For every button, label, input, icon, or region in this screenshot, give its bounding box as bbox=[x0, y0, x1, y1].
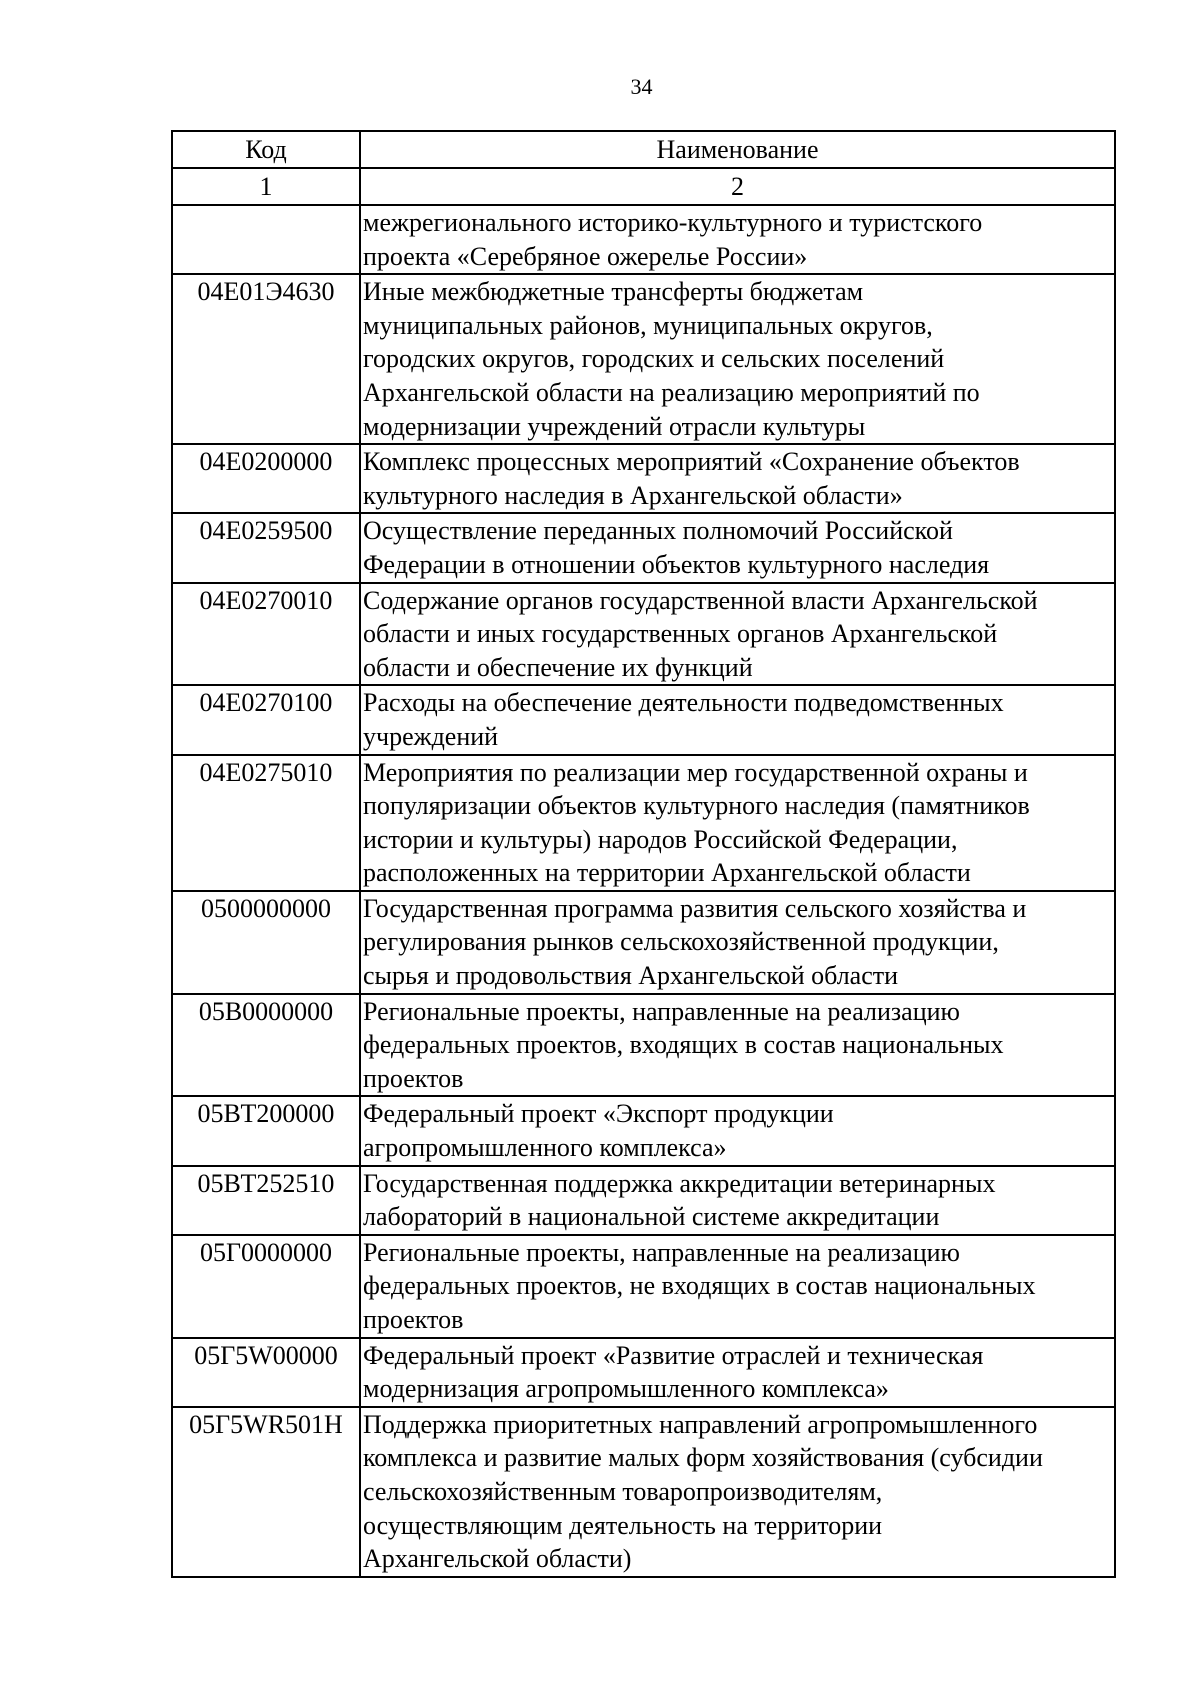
table-row bbox=[172, 205, 1115, 274]
row-name-line: проектов bbox=[363, 1063, 464, 1093]
row-name-line: учреждений bbox=[363, 721, 499, 751]
row-code: 0500000000 bbox=[172, 891, 360, 994]
row-code: 04Е0275010 bbox=[172, 755, 360, 891]
table-row bbox=[172, 1235, 1115, 1338]
row-name-line: проекта «Серебряное ожерелье России» bbox=[363, 241, 808, 271]
row-name-line: федеральных проектов, не входящих в состав национальных bbox=[363, 1271, 1036, 1301]
row-name-line: Иные межбюджетные трансферты бюджетам bbox=[363, 277, 864, 307]
column-number-1: 1 bbox=[172, 168, 360, 205]
row-name-line: Федерации в отношении объектов культурного наследия bbox=[363, 549, 990, 579]
row-name bbox=[360, 685, 1115, 754]
row-code: 05В0000000 bbox=[172, 994, 360, 1097]
table-row bbox=[172, 685, 1115, 754]
row-name-line: Архангельской области) bbox=[363, 1544, 632, 1574]
row-name-line: агропромышленного комплекса» bbox=[363, 1133, 727, 1163]
row-name-line: культурного наследия в Архангельской области» bbox=[363, 480, 903, 510]
row-name-line: Федеральный проект «Экспорт продукции bbox=[363, 1099, 834, 1129]
row-name-line: сырья и продовольствия Архангельской области bbox=[363, 961, 899, 991]
row-name bbox=[360, 274, 1115, 444]
row-name-line: лабораторий в национальной системе аккредитации bbox=[363, 1202, 940, 1232]
row-name-line: Мероприятия по реализации мер государственной охраны и bbox=[363, 757, 1028, 787]
row-name-line: Архангельской области на реализацию мероприятий по bbox=[363, 377, 980, 407]
row-name-line: Региональные проекты, направленные на реализацию bbox=[363, 1237, 960, 1267]
row-code: 05ВТ200000 bbox=[172, 1096, 360, 1165]
row-name-line: модернизация агропромышленного комплекса» bbox=[363, 1374, 889, 1404]
row-name bbox=[360, 1096, 1115, 1165]
table-row bbox=[172, 513, 1115, 582]
row-name-line: Осуществление переданных полномочий Российской bbox=[363, 516, 953, 546]
header-name: Наименование bbox=[360, 131, 1115, 168]
row-name-line: области и обеспечение их функций bbox=[363, 652, 753, 682]
table-row bbox=[172, 1338, 1115, 1407]
row-name-line: федеральных проектов, входящих в состав национальных bbox=[363, 1030, 1004, 1060]
row-name bbox=[360, 583, 1115, 686]
table-row bbox=[172, 1407, 1115, 1577]
table-row bbox=[172, 274, 1115, 444]
table-row bbox=[172, 755, 1115, 891]
table-row bbox=[172, 891, 1115, 994]
row-name-line: Федеральный проект «Развитие отраслей и техническая bbox=[363, 1340, 984, 1370]
row-code: 04Е0270100 bbox=[172, 685, 360, 754]
row-name-line: осуществляющим деятельность на территории bbox=[363, 1510, 883, 1540]
row-name-line: Комплекс процессных мероприятий «Сохранение объектов bbox=[363, 447, 1020, 477]
row-code: 05ВТ252510 bbox=[172, 1166, 360, 1235]
row-name-line: межрегионального историко-культурного и туристского bbox=[363, 208, 983, 237]
row-name-line: городских округов, городских и сельских поселений bbox=[363, 344, 945, 374]
row-name-line: популяризации объектов культурного наследия (памятников bbox=[363, 791, 1030, 821]
row-code: 04Е0259500 bbox=[172, 513, 360, 582]
row-name bbox=[360, 994, 1115, 1097]
budget-classification-table bbox=[171, 130, 1116, 1578]
row-name-line: Региональные проекты, направленные на реализацию bbox=[363, 996, 960, 1026]
row-code bbox=[172, 205, 360, 274]
row-name-line: проектов bbox=[363, 1305, 464, 1334]
row-name-line: Государственная программа развития сельского хозяйства и bbox=[363, 893, 1027, 923]
row-name bbox=[360, 1166, 1115, 1235]
row-name bbox=[360, 891, 1115, 994]
row-name bbox=[360, 205, 1115, 274]
table-header-row bbox=[172, 131, 1115, 168]
row-code: 04Е0200000 bbox=[172, 444, 360, 513]
row-name-line: Государственная поддержка аккредитации ветеринарных bbox=[363, 1168, 996, 1198]
table-row bbox=[172, 583, 1115, 686]
row-code: 04Е0270010 bbox=[172, 583, 360, 686]
row-name bbox=[360, 1338, 1115, 1407]
table-row bbox=[172, 1166, 1115, 1235]
row-name-line: области и иных государственных органов Архангельской bbox=[363, 619, 998, 649]
row-name bbox=[360, 755, 1115, 891]
row-name-line: сельскохозяйственным товаропроизводителям, bbox=[363, 1476, 883, 1506]
table-row bbox=[172, 444, 1115, 513]
row-name bbox=[360, 513, 1115, 582]
row-name-line: регулирования рынков сельскохозяйственной продукции, bbox=[363, 927, 999, 957]
row-name-line: Расходы на обеспечение деятельности подведомственных bbox=[363, 688, 1004, 718]
row-name bbox=[360, 444, 1115, 513]
row-code: 05Г5W00000 bbox=[172, 1338, 360, 1407]
row-name bbox=[360, 1407, 1115, 1577]
table-row bbox=[172, 1096, 1115, 1165]
table-body bbox=[172, 205, 1115, 1577]
row-code: 05Г5WR501Н bbox=[172, 1407, 360, 1577]
row-name-line: муниципальных районов, муниципальных округов, bbox=[363, 310, 933, 340]
row-code: 04Е01Э4630 bbox=[172, 274, 360, 444]
row-name-line: расположенных на территории Архангельской области bbox=[363, 858, 971, 888]
row-name-line: Содержание органов государственной власти Архангельской bbox=[363, 585, 1038, 615]
table-row bbox=[172, 994, 1115, 1097]
row-name-line: модернизации учреждений отрасли культуры bbox=[363, 411, 866, 441]
header-code: Код bbox=[172, 131, 360, 168]
row-name-line: истории и культуры) народов Российской Федерации, bbox=[363, 824, 958, 854]
row-name-line: Поддержка приоритетных направлений агропромышленного bbox=[363, 1409, 1038, 1439]
row-name-line: комплекса и развитие малых форм хозяйствования (субсидии bbox=[363, 1443, 1043, 1473]
column-number-row bbox=[172, 168, 1115, 205]
row-code: 05Г0000000 bbox=[172, 1235, 360, 1338]
column-number-2: 2 bbox=[360, 168, 1115, 205]
row-name bbox=[360, 1235, 1115, 1338]
page-number: 34 bbox=[630, 74, 653, 99]
